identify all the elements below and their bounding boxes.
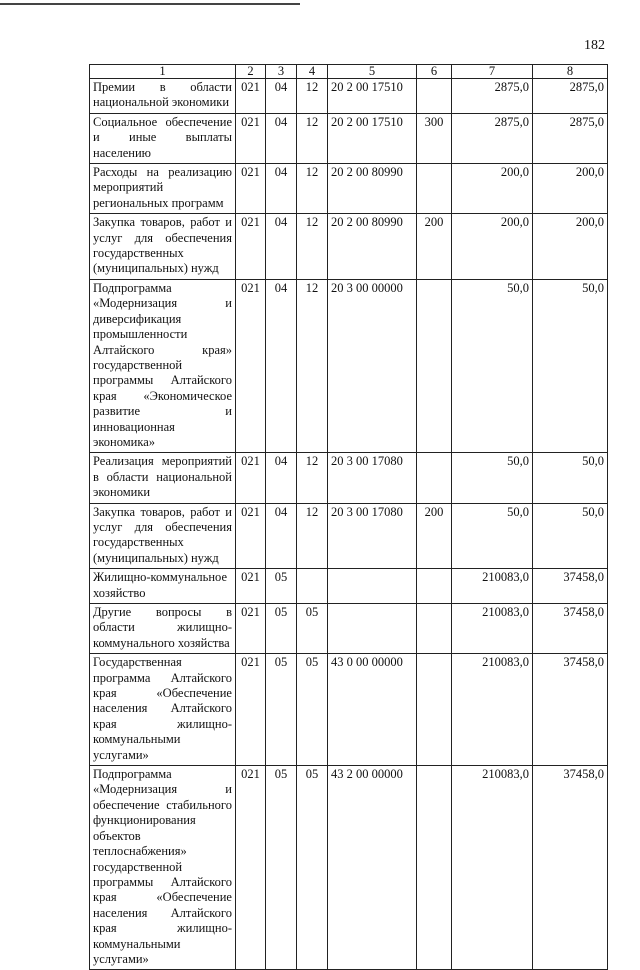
row-name-cell: Другие вопросы в области жилищно-коммунального хозяйства bbox=[90, 604, 236, 654]
row-name-cell: Государственная программа Алтайского края «Обеспечение населения Алтайского края жилищно-коммунальными услугами» bbox=[90, 654, 236, 766]
subsection-cell: 05 bbox=[297, 766, 328, 970]
header-cell: 8 bbox=[533, 65, 608, 79]
amount-col7-cell: 210083,0 bbox=[452, 654, 533, 766]
section-cell: 04 bbox=[266, 79, 297, 114]
target-article-cell: 43 0 00 00000 bbox=[328, 654, 417, 766]
header-cell: 4 bbox=[297, 65, 328, 79]
table-row bbox=[90, 604, 608, 654]
table-row bbox=[90, 654, 608, 766]
row-name-cell: Реализация мероприятий в области национальной экономики bbox=[90, 453, 236, 503]
gr-code-cell: 021 bbox=[236, 164, 266, 214]
section-cell: 05 bbox=[266, 654, 297, 766]
amount-col8-cell: 37458,0 bbox=[533, 569, 608, 604]
amount-col8-cell: 37458,0 bbox=[533, 604, 608, 654]
row-name-cell: Расходы на реализацию мероприятий региональных программ bbox=[90, 164, 236, 214]
amount-col7-cell: 200,0 bbox=[452, 164, 533, 214]
amount-col7-cell: 50,0 bbox=[452, 503, 533, 569]
table-row bbox=[90, 279, 608, 452]
amount-col8-cell: 200,0 bbox=[533, 164, 608, 214]
target-article-cell: 20 2 00 17510 bbox=[328, 79, 417, 114]
amount-col7-cell: 50,0 bbox=[452, 279, 533, 452]
top-border-line bbox=[0, 3, 300, 5]
expense-type-cell bbox=[417, 654, 452, 766]
amount-col8-cell: 200,0 bbox=[533, 214, 608, 280]
gr-code-cell: 021 bbox=[236, 569, 266, 604]
table-row bbox=[90, 503, 608, 569]
gr-code-cell: 021 bbox=[236, 654, 266, 766]
amount-col8-cell: 50,0 bbox=[533, 453, 608, 503]
section-cell: 04 bbox=[266, 453, 297, 503]
subsection-cell: 12 bbox=[297, 79, 328, 114]
header-cell: 2 bbox=[236, 65, 266, 79]
gr-code-cell: 021 bbox=[236, 453, 266, 503]
gr-code-cell: 021 bbox=[236, 503, 266, 569]
target-article-cell: 20 2 00 80990 bbox=[328, 214, 417, 280]
page-number: 182 bbox=[584, 38, 605, 53]
row-name-cell: Подпрограмма «Модернизация и обеспечение стабильного функционирования объектов теплоснабжения» государственной программы Алтайского края «Обеспечение населения Алтайского края жилищно-коммунальными услугами» bbox=[90, 766, 236, 970]
amount-col7-cell: 2875,0 bbox=[452, 113, 533, 163]
section-cell: 04 bbox=[266, 214, 297, 280]
table-row bbox=[90, 214, 608, 280]
section-cell: 05 bbox=[266, 604, 297, 654]
section-cell: 04 bbox=[266, 113, 297, 163]
expense-type-cell bbox=[417, 766, 452, 970]
subsection-cell: 05 bbox=[297, 654, 328, 766]
subsection-cell: 12 bbox=[297, 113, 328, 163]
amount-col8-cell: 2875,0 bbox=[533, 113, 608, 163]
header-cell: 7 bbox=[452, 65, 533, 79]
target-article-cell bbox=[328, 604, 417, 654]
expense-type-cell bbox=[417, 569, 452, 604]
subsection-cell: 12 bbox=[297, 164, 328, 214]
target-article-cell: 20 2 00 17510 bbox=[328, 113, 417, 163]
expense-type-cell: 300 bbox=[417, 113, 452, 163]
amount-col7-cell: 210083,0 bbox=[452, 766, 533, 970]
row-name-cell: Жилищно-коммунальное хозяйство bbox=[90, 569, 236, 604]
target-article-cell: 20 3 00 17080 bbox=[328, 503, 417, 569]
target-article-cell bbox=[328, 569, 417, 604]
row-name-cell: Премии в области национальной экономики bbox=[90, 79, 236, 114]
gr-code-cell: 021 bbox=[236, 604, 266, 654]
table-row bbox=[90, 164, 608, 214]
section-cell: 04 bbox=[266, 503, 297, 569]
gr-code-cell: 021 bbox=[236, 766, 266, 970]
subsection-cell: 12 bbox=[297, 279, 328, 452]
subsection-cell bbox=[297, 569, 328, 604]
expense-type-cell bbox=[417, 453, 452, 503]
expense-type-cell bbox=[417, 279, 452, 452]
amount-col8-cell: 50,0 bbox=[533, 279, 608, 452]
amount-col7-cell: 50,0 bbox=[452, 453, 533, 503]
section-cell: 04 bbox=[266, 164, 297, 214]
amount-col8-cell: 50,0 bbox=[533, 503, 608, 569]
header-cell: 6 bbox=[417, 65, 452, 79]
gr-code-cell: 021 bbox=[236, 79, 266, 114]
gr-code-cell: 021 bbox=[236, 279, 266, 452]
subsection-cell: 12 bbox=[297, 214, 328, 280]
table-row bbox=[90, 79, 608, 114]
amount-col7-cell: 210083,0 bbox=[452, 604, 533, 654]
expense-type-cell bbox=[417, 164, 452, 214]
budget-table bbox=[89, 64, 608, 970]
expense-type-cell: 200 bbox=[417, 503, 452, 569]
gr-code-cell: 021 bbox=[236, 214, 266, 280]
amount-col8-cell: 2875,0 bbox=[533, 79, 608, 114]
header-cell: 1 bbox=[90, 65, 236, 79]
section-cell: 04 bbox=[266, 279, 297, 452]
amount-col7-cell: 2875,0 bbox=[452, 79, 533, 114]
header-row bbox=[90, 65, 608, 79]
amount-col7-cell: 200,0 bbox=[452, 214, 533, 280]
expense-type-cell bbox=[417, 79, 452, 114]
amount-col8-cell: 37458,0 bbox=[533, 766, 608, 970]
target-article-cell: 20 2 00 80990 bbox=[328, 164, 417, 214]
header-cell: 5 bbox=[328, 65, 417, 79]
row-name-cell: Закупка товаров, работ и услуг для обеспечения государственных (муниципальных) нужд bbox=[90, 503, 236, 569]
target-article-cell: 43 2 00 00000 bbox=[328, 766, 417, 970]
table-row bbox=[90, 113, 608, 163]
section-cell: 05 bbox=[266, 569, 297, 604]
table-row bbox=[90, 766, 608, 970]
row-name-cell: Закупка товаров, работ и услуг для обеспечения государственных (муниципальных) нужд bbox=[90, 214, 236, 280]
table-row bbox=[90, 453, 608, 503]
amount-col7-cell: 210083,0 bbox=[452, 569, 533, 604]
header-cell: 3 bbox=[266, 65, 297, 79]
subsection-cell: 05 bbox=[297, 604, 328, 654]
expense-type-cell bbox=[417, 604, 452, 654]
subsection-cell: 12 bbox=[297, 503, 328, 569]
amount-col8-cell: 37458,0 bbox=[533, 654, 608, 766]
row-name-cell: Подпрограмма «Модернизация и диверсификация промышленности Алтайского края» государственной программы Алтайского края «Экономическое развитие и инновационная экономика» bbox=[90, 279, 236, 452]
expense-type-cell: 200 bbox=[417, 214, 452, 280]
row-name-cell: Социальное обеспечение и иные выплаты населению bbox=[90, 113, 236, 163]
section-cell: 05 bbox=[266, 766, 297, 970]
target-article-cell: 20 3 00 17080 bbox=[328, 453, 417, 503]
gr-code-cell: 021 bbox=[236, 113, 266, 163]
subsection-cell: 12 bbox=[297, 453, 328, 503]
target-article-cell: 20 3 00 00000 bbox=[328, 279, 417, 452]
table-row bbox=[90, 569, 608, 604]
